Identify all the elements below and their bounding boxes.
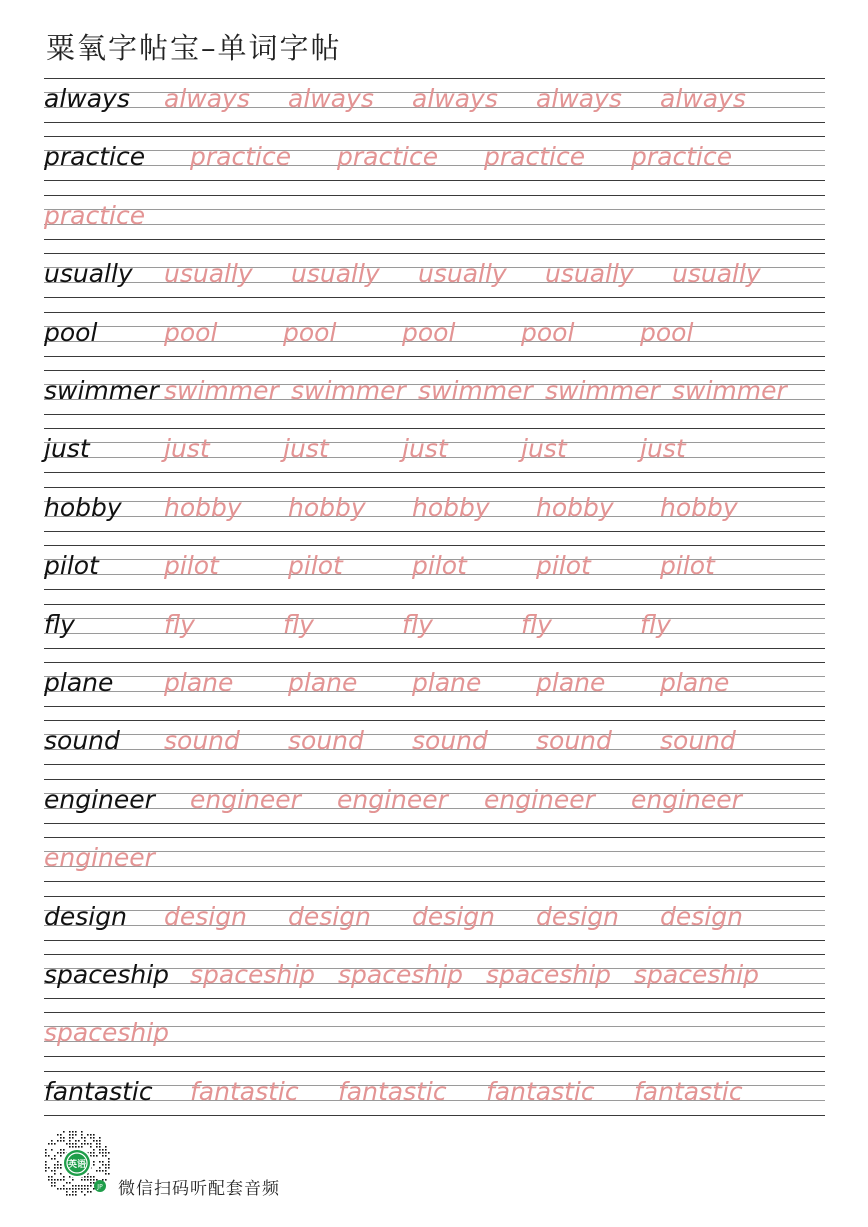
rule-line [44, 648, 825, 649]
practice-row [44, 779, 825, 824]
trace-word: always [660, 84, 746, 113]
rule-line [44, 720, 825, 721]
trace-word: just [521, 434, 567, 464]
trace-word: pool [402, 317, 456, 347]
trace-word: practice [190, 142, 292, 172]
trace-word: fantastic [190, 1076, 299, 1106]
trace-word: pool [283, 317, 337, 347]
practice-row [44, 545, 825, 590]
trace-word: pilot [164, 551, 219, 581]
practice-row [44, 896, 825, 941]
rule-line [44, 1071, 825, 1072]
rule-line [44, 589, 825, 590]
trace-word: sound [536, 726, 612, 756]
rule-line [44, 896, 825, 897]
practice-row [44, 837, 825, 882]
trace-word: sound [288, 726, 364, 756]
rule-line [44, 706, 825, 707]
rule-line [44, 881, 825, 882]
rule-line [44, 209, 825, 210]
rule-line [44, 764, 825, 765]
trace-word: design [536, 901, 619, 931]
trace-word: plane [660, 668, 730, 697]
trace-word: always [412, 84, 498, 113]
rule-line [44, 662, 825, 663]
trace-word: hobby [288, 492, 366, 522]
rule-line [44, 1012, 825, 1013]
trace-word: usually [545, 259, 634, 289]
trace-word: usually [164, 259, 253, 289]
trace-word: engineer [631, 784, 742, 814]
rule-line [44, 779, 825, 780]
trace-word: fly [283, 609, 314, 639]
practice-row [44, 428, 825, 473]
trace-word: just [402, 434, 448, 464]
trace-word: swimmer [418, 376, 533, 405]
trace-word: swimmer [672, 376, 787, 405]
model-word: fantastic [44, 1076, 153, 1106]
practice-row [44, 487, 825, 532]
practice-row [44, 1071, 825, 1116]
trace-word: swimmer [164, 376, 279, 405]
rule-line [44, 823, 825, 824]
model-word: always [44, 84, 130, 113]
rule-line [44, 1056, 825, 1057]
rule-line [44, 866, 825, 867]
model-word: swimmer [44, 376, 159, 405]
practice-row [44, 604, 825, 649]
trace-word: spaceship [190, 960, 316, 989]
trace-word: pool [521, 317, 575, 347]
model-word: pool [44, 317, 98, 347]
trace-word: plane [536, 668, 606, 697]
trace-word: just [164, 434, 210, 464]
rule-line [44, 837, 825, 838]
trace-word: fly [521, 609, 552, 639]
trace-word: usually [672, 259, 761, 289]
trace-word: engineer [484, 784, 595, 814]
rule-line [44, 414, 825, 415]
model-word: hobby [44, 492, 122, 522]
model-word: engineer [44, 784, 155, 814]
trace-word: just [283, 434, 329, 464]
trace-word: pool [164, 317, 218, 347]
trace-word: spaceship [338, 960, 464, 989]
trace-word: fantastic [486, 1076, 595, 1106]
trace-word: practice [484, 142, 586, 172]
practice-row [44, 370, 825, 415]
trace-word: engineer [44, 843, 155, 873]
trace-word: usually [291, 259, 380, 289]
rule-line [44, 545, 825, 546]
practice-row [44, 954, 825, 999]
rule-line [44, 472, 825, 473]
trace-word: fantastic [338, 1076, 447, 1106]
rule-line [44, 224, 825, 225]
rule-line [44, 940, 825, 941]
trace-word: hobby [164, 492, 242, 522]
rule-line [44, 370, 825, 371]
rule-line [44, 136, 825, 137]
rule-line [44, 195, 825, 196]
model-word: spaceship [44, 960, 170, 989]
qr-corner-label: JP [97, 1183, 103, 1191]
trace-word: engineer [337, 784, 448, 814]
trace-word: pilot [412, 551, 467, 581]
rule-line [44, 851, 825, 852]
trace-word: fantastic [634, 1076, 743, 1106]
trace-word: design [660, 901, 743, 931]
rule-line [44, 998, 825, 999]
rule-line [44, 1115, 825, 1116]
trace-word: pilot [536, 551, 591, 581]
model-word: practice [44, 142, 146, 172]
model-word: just [44, 434, 90, 464]
trace-word: pool [640, 317, 694, 347]
qr-code-icon[interactable] [40, 1126, 112, 1198]
trace-word: usually [418, 259, 507, 289]
audio-caption: 微信扫码听配套音频 [118, 1179, 280, 1199]
trace-word: swimmer [291, 376, 406, 405]
trace-word: practice [337, 142, 439, 172]
trace-word: plane [164, 668, 234, 697]
rule-line [44, 428, 825, 429]
rule-line [44, 618, 825, 619]
rule-line [44, 122, 825, 123]
trace-word: hobby [660, 492, 738, 522]
practice-row [44, 195, 825, 240]
trace-word: engineer [190, 784, 301, 814]
trace-word: plane [288, 668, 358, 697]
trace-word: spaceship [486, 960, 612, 989]
model-word: sound [44, 726, 120, 756]
trace-word: fly [164, 609, 195, 639]
rule-line [44, 78, 825, 79]
trace-word: just [640, 434, 686, 464]
model-word: pilot [44, 551, 99, 581]
practice-row [44, 78, 825, 123]
rule-line [44, 180, 825, 181]
trace-word: hobby [412, 492, 490, 522]
trace-word: always [288, 84, 374, 113]
practice-row [44, 312, 825, 357]
rule-line [44, 253, 825, 254]
trace-word: design [164, 901, 247, 931]
rule-line [44, 356, 825, 357]
qr-badge-label: 英语 [67, 1160, 87, 1170]
rule-line [44, 297, 825, 298]
rule-line [44, 239, 825, 240]
trace-word: hobby [536, 492, 614, 522]
practice-row [44, 136, 825, 181]
trace-word: always [536, 84, 622, 113]
model-word: design [44, 901, 127, 931]
practice-row [44, 720, 825, 765]
practice-row [44, 662, 825, 707]
trace-word: spaceship [44, 1018, 170, 1048]
trace-word: sound [164, 726, 240, 756]
model-word: usually [44, 259, 133, 289]
footer [40, 1126, 440, 1206]
trace-word: spaceship [634, 960, 760, 989]
trace-word: design [412, 901, 495, 931]
rule-line [44, 487, 825, 488]
trace-word: fly [402, 609, 433, 639]
practice-row [44, 253, 825, 298]
trace-word: always [164, 84, 250, 113]
rule-line [44, 633, 825, 634]
trace-word: sound [412, 726, 488, 756]
model-word: fly [44, 609, 75, 639]
page-title: 粟氧字帖宝–单词字帖 [46, 31, 342, 65]
trace-word: swimmer [545, 376, 660, 405]
trace-word: fly [640, 609, 671, 639]
trace-word: practice [631, 142, 733, 172]
rule-line [44, 312, 825, 313]
practice-row [44, 1012, 825, 1057]
rule-line [44, 954, 825, 955]
rule-line [44, 531, 825, 532]
trace-word: practice [44, 200, 146, 230]
trace-word: pilot [660, 551, 715, 581]
model-word: plane [44, 668, 114, 697]
trace-word: design [288, 901, 371, 931]
rule-line [44, 604, 825, 605]
trace-word: plane [412, 668, 482, 697]
trace-word: sound [660, 726, 736, 756]
trace-word: pilot [288, 551, 343, 581]
